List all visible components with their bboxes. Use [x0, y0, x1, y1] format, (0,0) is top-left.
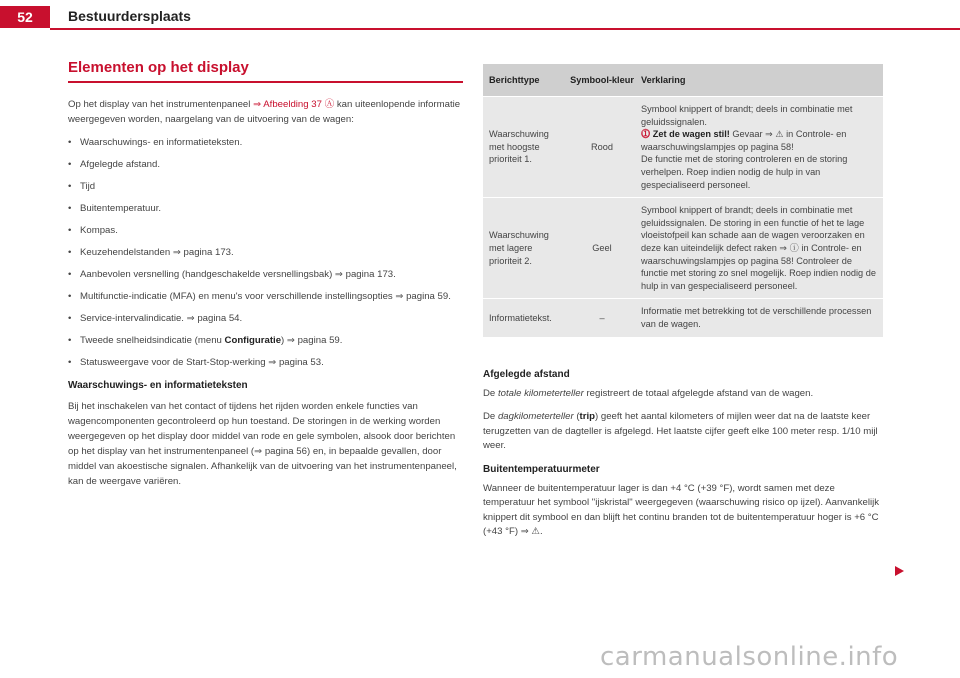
intro-paragraph [68, 97, 463, 127]
temperature-heading: Buitentemperatuurmeter [483, 463, 600, 475]
list-item: • Afgelegde afstand. [68, 157, 463, 172]
table-header-row [483, 64, 883, 97]
left-column [68, 60, 463, 497]
cell-color: – [599, 312, 605, 323]
warnings-paragraph: Bij het inschakelen van het contact of tijdens het rijden worden enkele functies van wagencomponenten gecontroleerd op hun toestand. De storingen in de werking worden weergegeven op het display door middel van rode en gele symbolen, alsook door berichten op het display van het instrumentenpaneel (⇒ pagina 56) en, in bepaalde gevallen, door middel van akoestische signalen. Afhankelijk van de uitvoering van het instrumentenpaneel, kan de weergave variëren. [68, 401, 457, 487]
list-item: • Aanbevolen versnelling (handgeschakelde versnellingsbak) ⇒ pagina 173. [68, 267, 463, 282]
odometer-paragraph: De totale kilometerteller registreert de totaal afgelegde afstand van de wagen. [483, 387, 814, 399]
intro-text-cont: kan uiteenlopende informatie weergegeven worden, naargelang van de uitvoering van de wagen: [68, 99, 461, 125]
header-rule [50, 28, 960, 30]
list-item: • Kompas. [68, 223, 463, 238]
list-item: • Tweede snelheidsindicatie (menu Configuratie) ⇒ pagina 59. [68, 333, 463, 348]
list-item: • Multifunctie-indicatie (MFA) en menu's voor verschillende instellingsopties ⇒ pagina 59. [68, 289, 463, 304]
list-item: • Tijd [68, 179, 463, 194]
section-title: Elementen op het display [68, 59, 249, 76]
col-header-explanation: Verklaring [641, 74, 686, 85]
message-table [483, 64, 883, 338]
next-page-arrow-icon[interactable] [895, 566, 904, 576]
list-item: • Service-intervalindicatie. ⇒ pagina 54. [68, 311, 463, 326]
cell-type: Informatietekst. [489, 312, 552, 323]
cell-color: Rood [591, 141, 613, 152]
list-item: • Buitentemperatuur. [68, 201, 463, 216]
chapter-title: Bestuurdersplaats [68, 8, 191, 24]
stop-warning-icon: ⓵ [641, 129, 651, 140]
col-header-color: Symbool-kleur [570, 75, 634, 85]
cell-explanation: Symbool knippert of brandt; deels in combinatie met geluidssignalen. ⓵ Zet de wagen stil! Gevaar ⇒ ⚠ in Controle- en waarschuwingslampjes op pagina 58! De functie met de storing controleren en de storing verhelpen. Roep indien nodig de hulp in van gespecialiseerd personeel. [641, 104, 853, 190]
list-item: • Statusweergave voor de Start-Stop-werking ⇒ pagina 53. [68, 355, 463, 370]
intro-text: Op het display van het instrumentenpaneel [68, 99, 254, 110]
cell-type: Waarschuwing met lagere prioriteit 2. [489, 230, 549, 266]
list-item: • Waarschuwings- en informatieteksten. [68, 135, 463, 150]
watermark: carmanualsonline.info [600, 642, 899, 672]
page-number: 52 [0, 6, 50, 28]
figure-link[interactable]: ⇒ Afbeelding 37 Ⓐ [253, 99, 335, 110]
cell-explanation: Informatie met betrekking tot de verschillende processen van de wagen. [641, 306, 872, 329]
page-header [0, 0, 960, 30]
trip-paragraph: De dagkilometerteller (trip) geeft het aantal kilometers of mijlen weer dat na de laatste keer terugzetten van de dagteller is afgelegd. Het laatste cijfer geeft elke 100 meter resp. 1/10 mijl weer. [483, 411, 878, 452]
display-items-list [68, 135, 463, 370]
cell-explanation: Symbool knippert of brandt; deels in combinatie met geluidssignalen. De storing in een functie of het te lage vloeistofpeil kan schade aan de wagen veroorzaken en deze kan uiteindelijk defect raken ⇒ ⓘ in Controle- en waarschuwingslampjes op pagina 58! Controleer de functie met storing zo snel mogelijk. Roep indien nodig de hulp in van gespecialiseerd personeel. [641, 205, 876, 291]
right-column [483, 368, 883, 549]
section-rule [68, 81, 463, 83]
cell-type: Waarschuwing met hoogste prioriteit 1. [489, 129, 549, 165]
warnings-subheading: Waarschuwings- en informatieteksten [68, 380, 248, 391]
distance-heading: Afgelegde afstand [483, 369, 570, 380]
table-row [483, 299, 883, 337]
table-row [483, 198, 883, 299]
table-row [483, 97, 883, 198]
temperature-paragraph: Wanneer de buitentemperatuur lager is dan +4 °C (+39 °F), wordt samen met deze temperatuur het symbool "ijskristal" weergegeven (waarschuwing risico op ijzel). Aanvankelijk knippert dit symbool en dan blijft het continu branden tot de buitentemperatuur hoger is +6 °C (+43 °F) ⇒ ⚠. [483, 482, 880, 538]
cell-color: Geel [592, 242, 612, 253]
list-item: • Keuzehendelstanden ⇒ pagina 173. [68, 245, 463, 260]
col-header-type: Berichttype [489, 74, 540, 85]
